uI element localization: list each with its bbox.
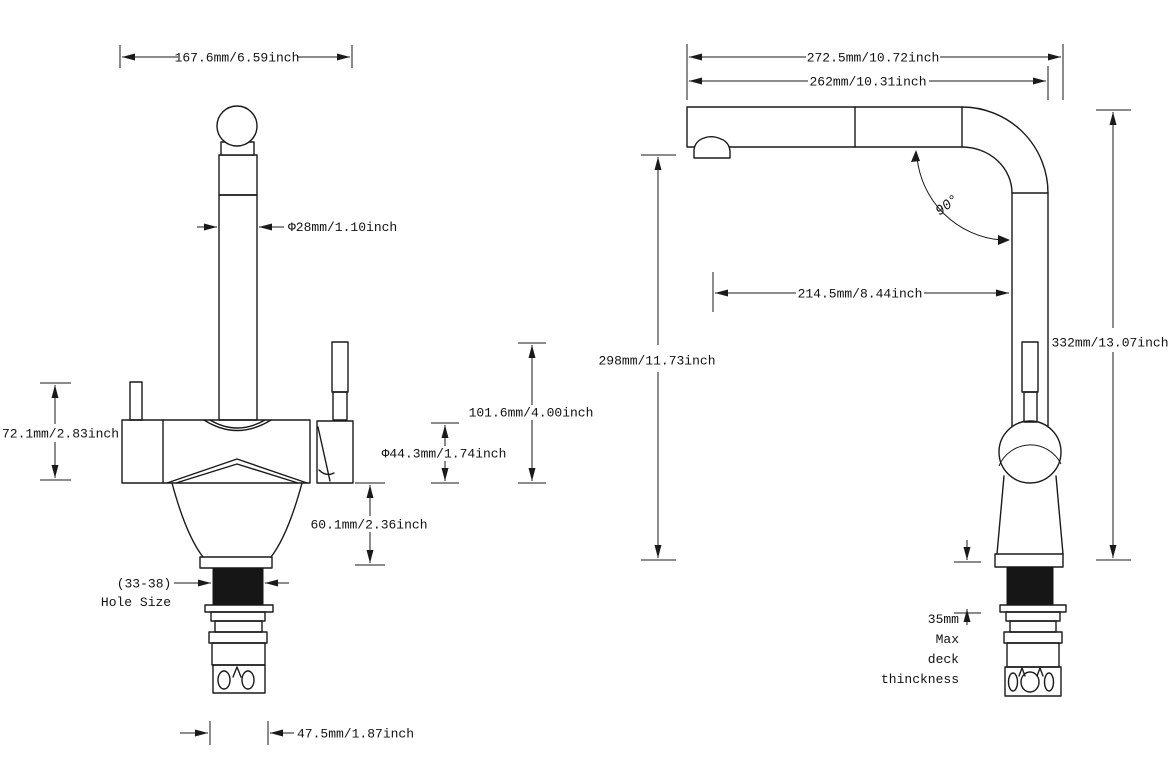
side-elbow-outer-curve (962, 107, 1048, 193)
front-hose-port-right (242, 671, 254, 689)
front-fitting-step-1 (211, 612, 265, 621)
front-dimensions (2, 45, 593, 745)
side-handle-stem (1024, 392, 1037, 422)
deck-thickness-label-line4: thinckness (880, 672, 959, 687)
side-deck-flange (995, 554, 1063, 567)
side-base-taper-right (1056, 476, 1063, 554)
dim-side-overall-reach-label: 272.5mm/10.72inch (806, 50, 940, 66)
front-lever-pivot-arc (319, 470, 334, 474)
front-fitting-block (212, 643, 265, 665)
dim-front-handle-top-height-label: 101.6mm/4.00inch (468, 405, 594, 421)
angle-arrowhead-top (911, 150, 920, 162)
dim-side-overall-height-label: 332mm/13.07inch (1051, 335, 1169, 351)
dim-side-horizontal-reach-label: 214.5mm/8.44inch (797, 286, 923, 302)
side-fitting-step-3 (1004, 632, 1062, 643)
side-hose-port-left (1009, 673, 1018, 691)
dim-side-spout-reach-label: 262mm/10.31inch (809, 74, 927, 90)
hole-size-value-label: (33-38) (116, 576, 172, 592)
side-hose-port-center (1021, 672, 1039, 692)
front-spout-neck (219, 155, 257, 195)
front-outlet-taper-right (271, 483, 302, 557)
dim-front-spout-diameter-label: Φ28mm/1.10inch (288, 220, 398, 235)
front-connector-notch (233, 667, 241, 677)
dim-side-underspout-height-label: 298mm/11.73inch (598, 353, 716, 369)
dim-front-body-diameter-label: Φ44.3mm/1.74inch (381, 446, 507, 462)
side-handle-grip (1022, 342, 1038, 392)
angle-arrowhead-right (998, 235, 1010, 245)
front-threaded-shank (213, 568, 263, 605)
side-connector-notch-left (1019, 668, 1025, 676)
dim-front-base-height-label: 60.1mm/2.36inch (310, 517, 428, 533)
front-hose-connector (213, 665, 265, 693)
deck-thickness-label-line1: 35mm (927, 612, 959, 627)
front-mounting-nut-flange (205, 605, 273, 612)
front-left-handle (130, 382, 142, 420)
front-spout-column (219, 195, 257, 420)
dim-front-top-width-label: 167.6mm/6.59inch (174, 50, 300, 66)
side-aerator-bump (694, 137, 730, 158)
dim-front-base-width-label: 47.5mm/1.87inch (297, 726, 415, 742)
side-base-taper-left (997, 476, 1004, 554)
side-spout-arm (687, 107, 962, 147)
front-right-handle-stem (333, 392, 347, 420)
side-hose-port-right (1045, 673, 1054, 691)
angle-arc (917, 157, 1001, 240)
dim-side-spout-angle-label: 90° (932, 191, 963, 220)
side-valve-sphere-outer-arc (999, 445, 1061, 466)
front-spout-top-circle (217, 106, 257, 146)
side-view (687, 107, 1066, 696)
side-elbow-inner-curve (962, 147, 1012, 193)
deck-thickness-label-line3: deck (927, 652, 959, 667)
side-threaded-shank (1007, 567, 1053, 605)
front-right-handle-grip (332, 342, 348, 392)
side-mounting-nut-flange (1000, 605, 1066, 612)
side-fitting-step-2 (1010, 621, 1056, 632)
front-outlet-taper-left (172, 483, 203, 557)
deck-thickness-label-line2: Max (935, 632, 959, 647)
front-body (122, 420, 310, 483)
front-hose-port-left (218, 671, 230, 689)
side-connector-notch-right (1037, 668, 1043, 676)
front-fitting-step-2 (215, 621, 262, 632)
front-body-right-cap (317, 421, 353, 483)
front-deck-flange (200, 557, 272, 568)
side-fitting-step-1 (1006, 612, 1060, 621)
hole-size-caption-label: Hole Size (100, 595, 172, 610)
dim-front-left-handle-height-label: 72.1mm/2.83inch (2, 426, 120, 442)
side-dimensions (598, 44, 1168, 687)
front-fitting-step-3 (209, 632, 267, 643)
side-fitting-block (1007, 643, 1059, 667)
